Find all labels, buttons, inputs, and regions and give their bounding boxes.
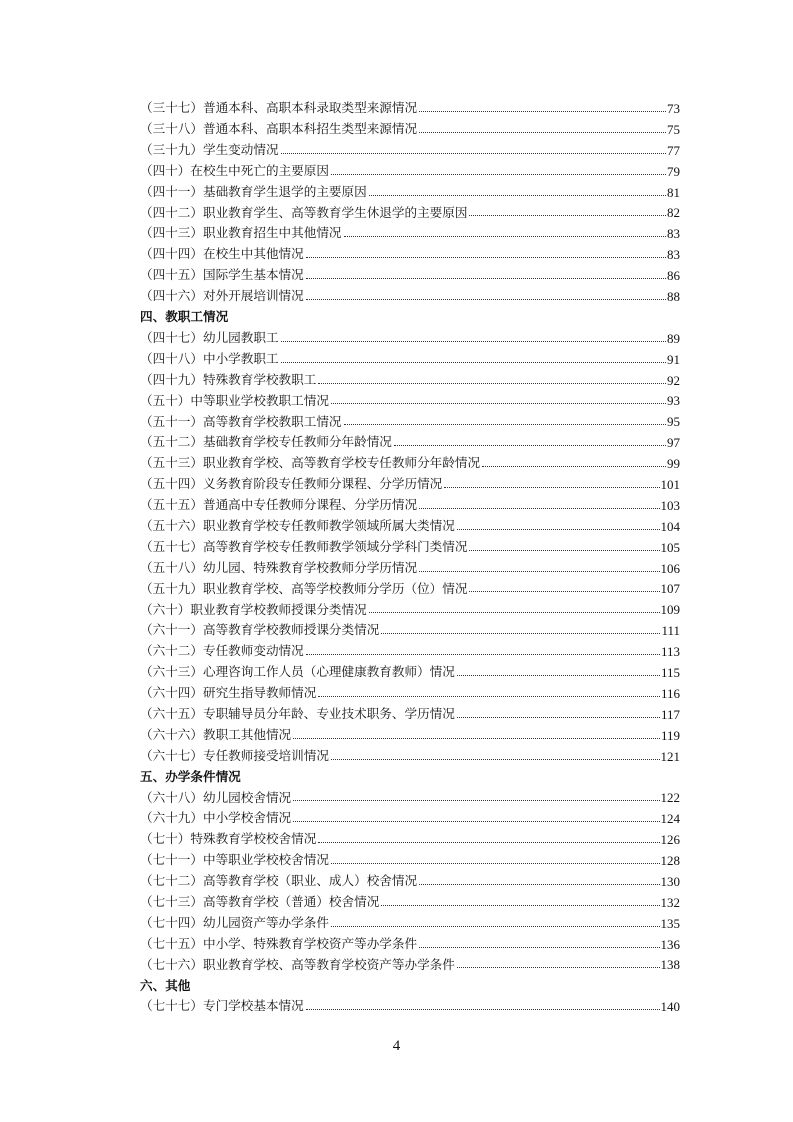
dot-leader — [344, 236, 667, 237]
toc-entry-page-number: 117 — [660, 706, 680, 722]
toc-entry-page-number: 75 — [667, 121, 680, 137]
toc-entry[interactable] — [140, 599, 680, 620]
dot-leader — [381, 905, 659, 906]
dot-leader — [318, 842, 659, 843]
toc-entry-page-number: 122 — [660, 790, 680, 806]
dot-leader — [331, 759, 660, 760]
toc-entry-title: （四十七）幼儿园教职工 — [140, 329, 279, 345]
toc-entry-page-number: 83 — [667, 226, 680, 242]
dot-leader — [331, 926, 660, 927]
toc-entry-title: （四十五）国际学生基本情况 — [140, 267, 304, 283]
toc-entry[interactable] — [140, 390, 680, 411]
toc-entry-page-number: 119 — [660, 727, 680, 743]
toc-entry[interactable] — [140, 182, 680, 203]
toc-entry-page-number: 107 — [660, 581, 680, 597]
toc-entry-title: （七十六）职业教育学校、高等教育学校资产等办学条件 — [140, 956, 455, 972]
dot-leader — [281, 153, 666, 154]
dot-leader — [419, 884, 659, 885]
dot-leader — [381, 633, 660, 634]
toc-entry[interactable] — [140, 202, 680, 223]
dot-leader — [419, 508, 659, 509]
toc-entry-page-number: 86 — [667, 268, 680, 284]
dot-leader — [457, 717, 660, 718]
toc-entry[interactable] — [140, 140, 680, 161]
toc-entry-title: （三十八）普通本科、高职本科招生类型来源情况 — [140, 121, 418, 137]
toc-entry-title: （七十四）幼儿园资产等办学条件 — [140, 914, 329, 930]
toc-entry-page-number: 91 — [667, 351, 680, 367]
page-number: 4 — [392, 1038, 401, 1054]
toc-entry[interactable] — [140, 119, 680, 140]
dot-leader — [369, 612, 660, 613]
dot-leader — [306, 1009, 660, 1010]
dot-leader — [306, 299, 666, 300]
toc-entry[interactable] — [140, 913, 680, 934]
toc-entry-page-number: 73 — [667, 100, 680, 116]
toc-entry[interactable] — [140, 286, 680, 307]
dot-leader — [318, 696, 660, 697]
toc-entry[interactable] — [140, 370, 680, 391]
toc-entry-title: （四十）在校生中死亡的主要原因 — [140, 162, 329, 178]
dot-leader — [469, 550, 659, 551]
toc-entry[interactable] — [140, 537, 680, 558]
toc-entry-title: （五十九）职业教育学校、高等学校教师分学历（位）情况 — [140, 580, 468, 596]
dot-leader — [457, 967, 660, 968]
toc-entry-page-number: 140 — [660, 999, 680, 1015]
dot-leader — [469, 591, 659, 592]
toc-entry-page-number: 92 — [667, 372, 680, 388]
toc-entry-page-number: 97 — [667, 435, 680, 451]
toc-entry-page-number: 135 — [660, 915, 680, 931]
toc-entry[interactable] — [140, 161, 680, 182]
toc-entry[interactable] — [140, 704, 680, 725]
toc-entry-page-number: 104 — [660, 518, 680, 534]
dot-leader — [419, 111, 666, 112]
toc-entry[interactable] — [140, 265, 680, 286]
toc-entry-page-number: 124 — [660, 811, 680, 827]
toc-entry-page-number: 89 — [667, 330, 680, 346]
toc-entry[interactable] — [140, 934, 680, 955]
dot-leader — [281, 362, 666, 363]
toc-entry-page-number: 79 — [667, 163, 680, 179]
toc-entry[interactable] — [140, 829, 680, 850]
toc-entry-title: （五十四）义务教育阶段专任教师分课程、分学历情况 — [140, 476, 443, 492]
toc-entry-page-number: 95 — [667, 414, 680, 430]
dot-leader — [331, 403, 666, 404]
toc-entry-title: （七十）特殊教育学校校舍情况 — [140, 831, 317, 847]
toc-entry[interactable] — [140, 453, 680, 474]
dot-leader — [306, 257, 666, 258]
dot-leader — [444, 487, 659, 488]
toc-entry-title: （三十九）学生变动情况 — [140, 141, 279, 157]
toc-entry[interactable] — [140, 223, 680, 244]
dot-leader — [482, 466, 666, 467]
toc-entry-title: （六十二）专任教师变动情况 — [140, 643, 304, 659]
toc-entry[interactable] — [140, 996, 680, 1017]
toc-entry-title: （五十一）高等教育学校教职工情况 — [140, 413, 342, 429]
toc-entry-title: （七十一）中等职业学校校舍情况 — [140, 852, 329, 868]
dot-leader — [281, 341, 666, 342]
toc-entry[interactable] — [140, 850, 680, 871]
toc-entry[interactable] — [140, 746, 680, 767]
toc-entry-title: （五十八）幼儿园、特殊教育学校教师分学历情况 — [140, 559, 418, 575]
toc-entry-page-number: 83 — [667, 247, 680, 263]
toc-entry[interactable] — [140, 432, 680, 453]
toc-entry[interactable] — [140, 808, 680, 829]
toc-entry-page-number: 138 — [660, 957, 680, 973]
dot-leader — [419, 947, 659, 948]
toc-entry[interactable] — [140, 349, 680, 370]
dot-leader — [457, 529, 660, 530]
toc-entry-title: （六十九）中小学校舍情况 — [140, 810, 292, 826]
toc-entry-page-number: 81 — [667, 184, 680, 200]
dot-leader — [419, 132, 666, 133]
toc-entry[interactable] — [140, 495, 680, 516]
toc-entry-page-number: 132 — [660, 894, 680, 910]
toc-entry-title: （五十六）职业教育学校专任教师教学领域所属大类情况 — [140, 517, 455, 533]
toc-entry[interactable] — [140, 955, 680, 976]
dot-leader — [369, 195, 666, 196]
toc-entry-title: （四十一）基础教育学生退学的主要原因 — [140, 183, 367, 199]
toc-entry[interactable] — [140, 871, 680, 892]
toc-entry-page-number: 77 — [667, 142, 680, 158]
toc-entry[interactable] — [140, 578, 680, 599]
toc-entry[interactable] — [140, 662, 680, 683]
toc-entry-title: （四十四）在校生中其他情况 — [140, 246, 304, 262]
section-heading: 五、办学条件情况 — [140, 768, 241, 784]
dot-leader — [469, 215, 666, 216]
dot-leader — [293, 738, 660, 739]
toc-entry-page-number: 88 — [667, 288, 680, 304]
toc-entry-page-number: 103 — [660, 497, 680, 513]
dot-leader — [293, 800, 659, 801]
toc-entry[interactable] — [140, 516, 680, 537]
toc-entry-title: （三十七）普通本科、高职本科录取类型来源情况 — [140, 100, 418, 116]
toc-entry[interactable] — [140, 558, 680, 579]
dot-leader — [331, 174, 666, 175]
toc-entry[interactable] — [140, 892, 680, 913]
dot-leader — [419, 571, 659, 572]
toc-entry-page-number: 106 — [660, 560, 680, 576]
toc-entry[interactable] — [140, 474, 680, 495]
toc-entry[interactable] — [140, 620, 680, 641]
toc-entry-page-number: 113 — [660, 644, 680, 660]
dot-leader — [394, 445, 666, 446]
toc-entry-title: （七十二）高等教育学校（职业、成人）校舍情况 — [140, 873, 418, 889]
toc-entry-page-number: 101 — [660, 476, 680, 492]
toc-entry-page-number: 116 — [660, 685, 680, 701]
dot-leader — [457, 675, 660, 676]
toc-entry[interactable] — [140, 683, 680, 704]
toc-entry-title: （四十九）特殊教育学校教职工 — [140, 371, 317, 387]
toc-entry-title: （五十）中等职业学校教职工情况 — [140, 392, 329, 408]
toc-entry-page-number: 93 — [667, 393, 680, 409]
toc-entry-title: （五十三）职业教育学校、高等教育学校专任教师分年龄情况 — [140, 455, 481, 471]
dot-leader — [318, 383, 666, 384]
toc-entry[interactable] — [140, 328, 680, 349]
toc-entry[interactable] — [140, 244, 680, 265]
section-heading: 六、其他 — [140, 977, 191, 993]
toc-entry[interactable] — [140, 641, 680, 662]
toc-entry-page-number: 82 — [667, 205, 680, 221]
section-heading: 四、教职工情况 — [140, 309, 229, 325]
toc-entry-page-number: 99 — [667, 456, 680, 472]
toc-entry-title: （五十二）基础教育学校专任教师分年龄情况 — [140, 434, 392, 450]
dot-leader — [344, 424, 667, 425]
toc-entry-title: （七十五）中小学、特殊教育学校资产等办学条件 — [140, 935, 418, 951]
toc-entry-title: （六十六）教职工其他情况 — [140, 726, 292, 742]
toc-entry-title: （六十一）高等教育学校教师授课分类情况 — [140, 622, 380, 638]
toc-entry-title: （六十三）心理咨询工作人员（心理健康教育教师）情况 — [140, 664, 455, 680]
toc-entry-title: （四十三）职业教育招生中其他情况 — [140, 225, 342, 241]
toc-entry-page-number: 130 — [660, 873, 680, 889]
toc-entry-page-number: 111 — [661, 623, 680, 639]
toc-entry-page-number: 121 — [660, 748, 680, 764]
toc-entry[interactable] — [140, 98, 680, 119]
toc-entry[interactable] — [140, 411, 680, 432]
dot-leader — [306, 654, 660, 655]
toc-entry-title: （五十五）普通高中专任教师分课程、分学历情况 — [140, 497, 418, 513]
toc-entry-page-number: 105 — [660, 539, 680, 555]
toc-entry-title: （四十八）中小学教职工 — [140, 350, 279, 366]
toc-entry-page-number: 128 — [660, 853, 680, 868]
dot-leader — [331, 863, 660, 864]
dot-leader — [306, 278, 666, 279]
toc-entry-page-number: 109 — [660, 602, 680, 618]
toc-entry-title: （六十七）专任教师接受培训情况 — [140, 747, 329, 763]
toc-entry-title: （六十）职业教育学校教师授课分类情况 — [140, 601, 367, 617]
toc-entry-title: （五十七）高等教育学校专任教师教学领域分学科门类情况 — [140, 538, 468, 554]
toc-entry-title: （六十八）幼儿园校舍情况 — [140, 789, 292, 805]
toc-entry-title: （六十四）研究生指导教师情况 — [140, 685, 317, 701]
toc-entry[interactable] — [140, 787, 680, 808]
toc-entry-title: （四十二）职业教育学生、高等教育学生休退学的主要原因 — [140, 204, 468, 220]
table-of-contents — [140, 98, 680, 1017]
toc-entry-title: （四十六）对外开展培训情况 — [140, 288, 304, 304]
toc-entry-title: （七十三）高等教育学校（普通）校舍情况 — [140, 893, 380, 909]
toc-entry[interactable] — [140, 725, 680, 746]
toc-entry-page-number: 126 — [660, 832, 680, 848]
dot-leader — [293, 821, 659, 822]
toc-entry-page-number: 136 — [660, 936, 680, 952]
toc-entry-title: （七十七）专门学校基本情况 — [140, 998, 304, 1014]
toc-entry-page-number: 115 — [660, 664, 680, 680]
toc-entry-title: （六十五）专职辅导员分年龄、专业技术职务、学历情况 — [140, 705, 455, 721]
